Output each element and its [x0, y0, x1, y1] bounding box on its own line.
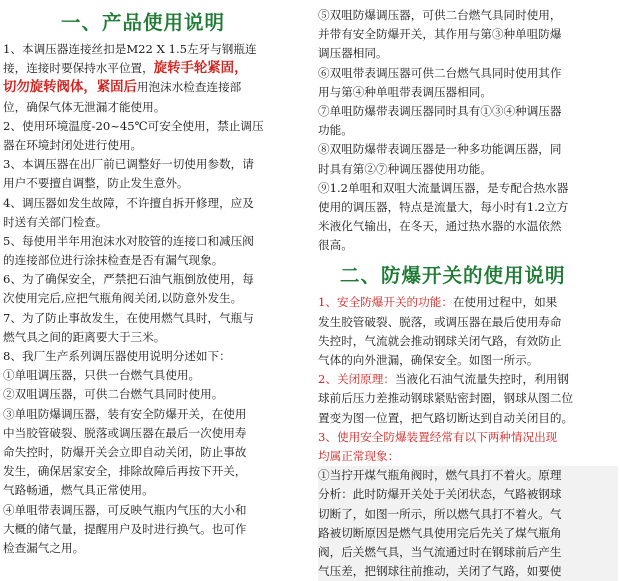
text-line: [3, 251, 305, 270]
text-line: [318, 6, 618, 25]
text-line: [3, 174, 305, 193]
text-segment: 并带有安全防爆开关，其作用与第③种单咀防爆: [318, 27, 562, 42]
text-line: [318, 524, 618, 543]
text-segment: 时具有第②⑦种调压器使用功能。: [318, 161, 492, 176]
left-column: [3, 0, 305, 556]
text-segment: 失控时，气流就会推动钢球关闭气路，有效防止: [318, 333, 562, 348]
text-line: [318, 313, 618, 332]
text-line: [318, 217, 618, 236]
text-segment: ④单咀带表调压器，可反映气瓶内气压的大小和: [3, 502, 247, 517]
text-segment: 1、安全防爆开关的功能：: [318, 295, 453, 310]
text-line: [3, 59, 305, 78]
text-segment: 很高。: [318, 238, 353, 253]
text-segment: ①单咀调压器，只供一台燃气具使用。: [3, 368, 201, 383]
text-segment: 6、为了确保安全，严禁把石油气瓶倒放使用，每: [3, 272, 254, 287]
text-line: [318, 236, 618, 255]
text-segment: 米液化气输出，在冬天，通过热水器的水温依然: [318, 219, 562, 234]
text-segment: 2、使用环境温度-20~45℃可安全使用，禁止调压: [3, 118, 264, 133]
text-segment: 接，连接时要保持水平位置，: [3, 61, 154, 76]
text-segment: 发生胶管破裂、脱落，或调压器在最后使用寿命: [318, 314, 562, 329]
text-line: [3, 520, 305, 539]
text-line: [3, 405, 305, 424]
text-line: [318, 102, 618, 121]
text-line: [3, 539, 305, 558]
text-line: [3, 78, 305, 97]
text-line: [3, 385, 305, 404]
text-line: [3, 347, 305, 366]
text-segment: 8、我厂生产系列调压器使用说明分述如下：: [3, 349, 231, 363]
product-usage-text: [3, 40, 305, 558]
text-line: [318, 140, 618, 159]
text-line: [3, 117, 305, 136]
text-line: [3, 289, 305, 308]
text-segment: ⑦单咀防爆带表调压器同时具有①③④种调压器: [318, 103, 562, 118]
text-segment: 7、为了防止事故发生，在使用燃气具时，气瓶与: [3, 310, 254, 325]
text-segment: 功能。: [318, 123, 353, 138]
regulator-types-text: [318, 6, 618, 255]
text-segment: 3、使用安全防爆装置经常有以下两种情况出现: [318, 429, 558, 444]
text-line: [3, 194, 305, 213]
text-segment: 气路畅通，燃气具正常使用。: [3, 483, 154, 498]
text-line: [318, 447, 618, 466]
text-line: [3, 309, 305, 328]
text-line: [3, 328, 305, 347]
text-segment: ⑥双咀带表调压器可供二台燃气具同时使用其作: [318, 65, 562, 80]
text-segment: 气压差，把钢球往前推动，关闭了气路，如要使: [318, 564, 562, 579]
text-line: [318, 409, 618, 428]
text-line: [3, 213, 305, 232]
text-segment: 切断了，如图一所示，所以燃气具打不着火。气: [318, 506, 562, 521]
text-line: [3, 270, 305, 289]
text-segment: 阀，后关燃气具，当气流通过时在钢球前后产生: [318, 544, 562, 559]
text-line: [318, 198, 618, 217]
text-line: [3, 501, 305, 520]
text-line: [318, 428, 618, 447]
text-segment: 时送有关部门检查。: [3, 214, 108, 229]
text-segment: 命失控时，防爆开关会立即自动关闭，防止事故: [3, 444, 247, 459]
text-segment: 5、每使用半年用泡沫水对胶管的连接口和减压阀: [3, 233, 254, 248]
text-segment: 次使用完后,应把气瓶角阀关闭,以防意外发生。: [3, 291, 243, 306]
explosion-switch-text: [318, 293, 618, 581]
text-segment: 位，确保气体无泄漏才能使用。: [3, 99, 166, 114]
text-segment: 旋转手轮紧固，: [153, 61, 248, 77]
text-line: [318, 25, 618, 44]
text-line: [318, 332, 618, 351]
text-segment: ⑤双咀防爆调压器，可供二台燃气具同时使用，: [318, 8, 562, 22]
section-heading-explosion-switch: 二、防爆开关的使用说明: [340, 264, 566, 288]
text-segment: ①当拧开煤气瓶角阀时，燃气具打不着火。原理: [318, 468, 562, 483]
text-segment: 用泡沫水检查连接部: [136, 80, 242, 95]
text-segment: 置变为图一位置，把气路切断达到自动关闭目的。: [318, 410, 574, 425]
text-segment: 使用的调压器，特点是流量大，每小时有1.2立方: [318, 199, 569, 214]
text-segment: ②双咀调压器，可供二台燃气具同时使用。: [3, 387, 224, 402]
text-segment: 均属正常现象：: [318, 448, 400, 463]
text-line: [318, 351, 618, 370]
text-line: [3, 366, 305, 385]
text-segment: 用与第④种单咀带表调压器相同。: [318, 84, 492, 99]
text-line: [318, 121, 618, 140]
text-segment: 发生，确保居家安全，排除故障后再按下开关，: [3, 464, 247, 479]
text-segment: 调压器相同。: [318, 46, 388, 61]
text-line: [3, 232, 305, 251]
text-segment: ⑧双咀防爆带表调压器是一种多功能调压器，同: [318, 142, 562, 157]
text-line: [3, 155, 305, 174]
text-line: [318, 83, 618, 102]
text-segment: ③单咀防爆调压器，装有安全防爆开关，在使用: [3, 406, 247, 421]
text-segment: 2、关闭原理：: [318, 372, 395, 387]
text-line: [318, 485, 618, 504]
text-line: [318, 293, 618, 312]
text-line: [3, 462, 305, 481]
text-line: [3, 443, 305, 462]
text-segment: 切勿旋转阀体，紧固后: [3, 80, 137, 96]
text-line: [3, 98, 305, 117]
text-line: [318, 44, 618, 63]
text-line: [318, 389, 618, 408]
text-segment: 燃气具之间的距离要大于三米。: [3, 329, 166, 344]
text-segment: 中当胶管破裂、脱落或调压器在最后一次使用寿: [3, 425, 247, 440]
text-line: [3, 40, 305, 59]
text-line: [318, 543, 618, 562]
text-segment: 器在环境封闭处进行使用。: [3, 137, 143, 152]
text-line: [318, 562, 618, 581]
text-segment: 路被切断原因是燃气具使用完后先关了煤气瓶角: [318, 525, 562, 540]
text-line: [318, 179, 618, 198]
text-segment: 3、本调压器在出厂前已调整好一切使用参数，请: [3, 157, 254, 172]
text-segment: 1、本调压器连接丝扣是M22 X 1.5左牙与钢瓶连: [3, 42, 257, 56]
text-segment: 当液化石油气流量失控时，利用钢: [394, 372, 569, 387]
text-segment: ⑨1.2单咀和双咀大流量调压器，是专配合热水器: [318, 180, 569, 195]
text-segment: 球前后压力差推动钢球紧贴密封圈，钢球从图二位: [318, 391, 574, 406]
text-segment: 4、调压器如发生故障，不许擅自拆开修理，应及: [3, 195, 254, 210]
text-segment: 分析：此时防爆开关处于关闭状态，气路被钢球: [318, 487, 562, 502]
text-line: [3, 481, 305, 500]
text-line: [318, 370, 618, 389]
text-segment: 的连接部位进行涂抹检查是否有漏气现象。: [3, 253, 224, 268]
text-line: [318, 466, 618, 485]
text-segment: 大概的储气量，提醒用户及时进行换气。也可作: [3, 521, 247, 536]
text-segment: 在使用过程中，如果: [452, 295, 558, 310]
text-segment: 检查漏气之用。: [3, 540, 85, 555]
right-column: [318, 0, 618, 579]
text-segment: 气体的向外泄漏，确保安全。如图一所示。: [318, 353, 539, 367]
text-segment: 用户不要擅自调整，防止发生意外。: [3, 176, 189, 191]
text-line: [318, 64, 618, 83]
text-line: [318, 160, 618, 179]
text-line: [318, 505, 618, 524]
text-line: [3, 424, 305, 443]
text-line: [3, 136, 305, 155]
section-heading-product-usage: 一、产品使用说明: [61, 11, 226, 34]
